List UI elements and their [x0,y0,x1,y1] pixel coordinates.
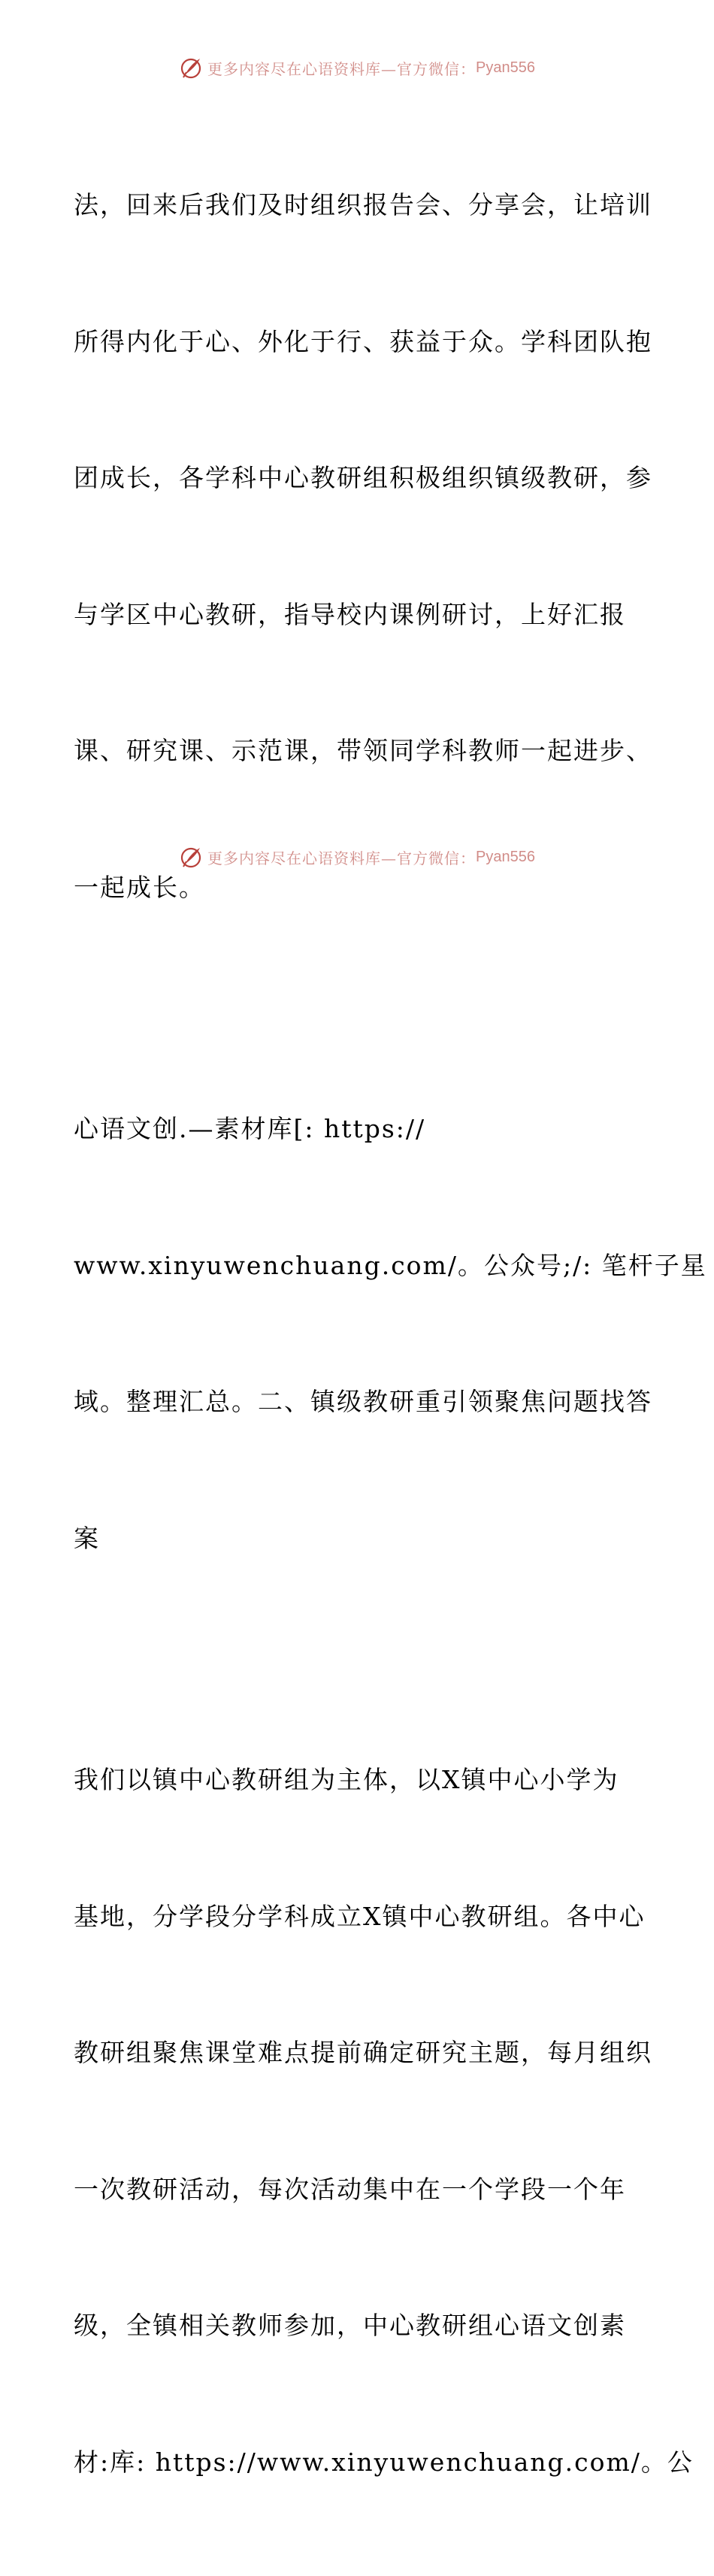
text-line: 团成长，各学科中心教研组积极组织镇级教研，参 [74,463,652,492]
paragraph-3 [74,1666,694,2576]
paragraph-spacer [74,1001,645,1016]
text-line: 材:库: https://www.xinyuwenchuang.com/。公 [74,2447,694,2477]
footer-banner-wechat-id: Pyan556 [476,848,535,865]
text-line: 案 [74,1523,100,1553]
text-line: 法，回来后我们及时组织报告会、分享会，让培训 [74,190,652,219]
text-line: 域。整理汇总。二、镇级教研重引领聚焦问题找答 [74,1387,652,1416]
header-banner [0,53,714,83]
paragraph-2 [74,1016,707,1652]
header-banner-text: 更多内容尽在心语资料库—官方微信： [207,59,477,78]
quill-logo-icon [179,56,203,80]
text-line: 心语文创.—素材库[: https:// [74,1114,426,1143]
text-line: 我们以镇中心教研组为主体，以X镇中心小学为 [74,1765,619,1794]
text-line: 基地，分学段分学科成立X镇中心教研组。各中心 [74,1901,646,1931]
document-body [74,92,707,2576]
text-line: www.xinyuwenchuang.com/。公众号;/: 笔杆子星 [74,1250,707,1280]
text-line: 与学区中心教研，指导校内课例研讨，上好汇报 [74,599,626,629]
quill-logo-icon [179,845,203,869]
footer-banner-text: 更多内容尽在心语资料库—官方微信： [207,849,477,867]
text-line: 教研组聚焦课堂难点提前确定研究主题，每月组织 [74,2038,652,2067]
paragraph-spacer [74,1652,645,1666]
text-line: 课、研究课、示范课，带领同学科教师一起进步、 [74,736,652,765]
text-line: 所得内化于心、外化于行、获益于众。学科团队抱 [74,326,652,356]
header-banner-wechat-id: Pyan556 [476,59,535,76]
text-line: 一次教研活动，每次活动集中在一个学段一个年 [74,2174,626,2204]
text-line: 级，全镇相关教师参加，中心教研组心语文创素 [74,2311,626,2340]
footer-banner [0,842,714,872]
text-line: 一起成长。 [74,872,205,902]
